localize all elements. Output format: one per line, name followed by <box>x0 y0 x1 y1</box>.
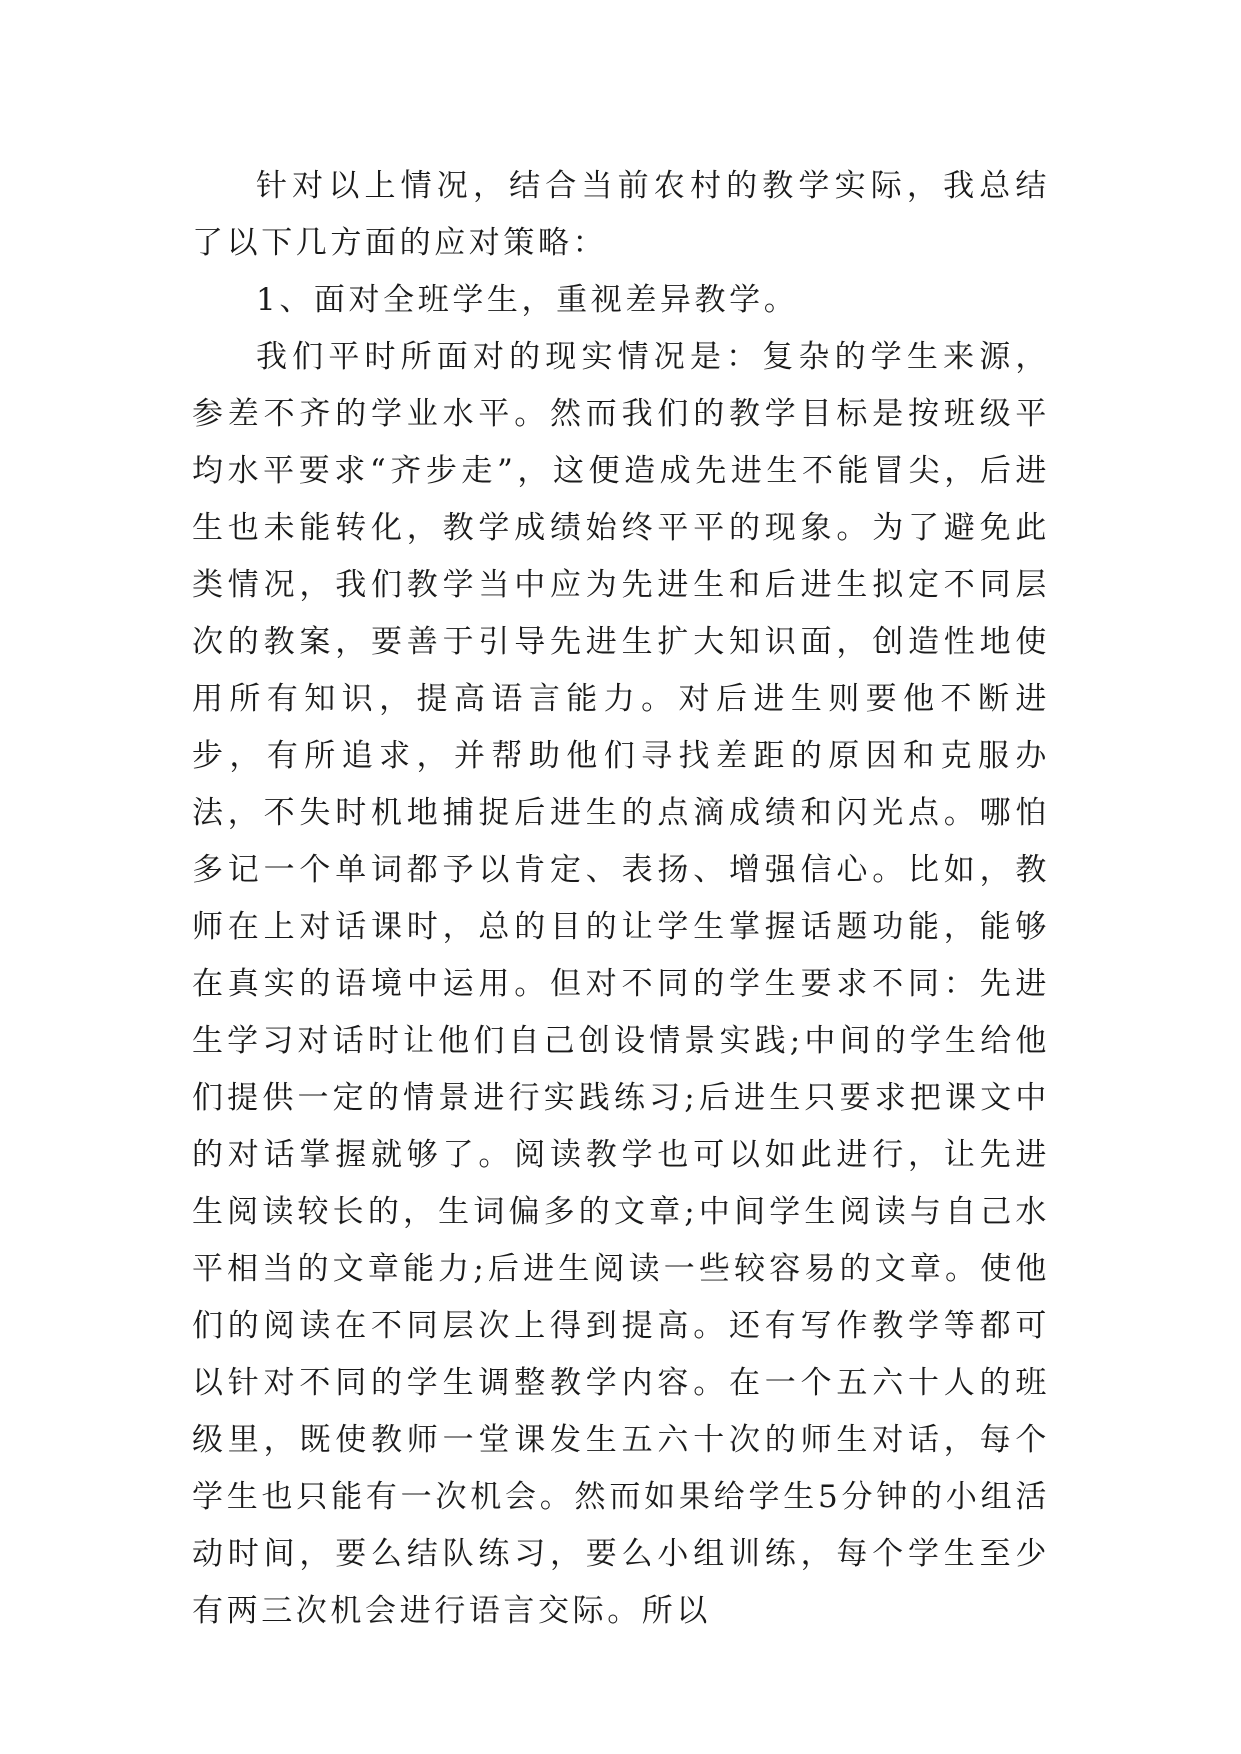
paragraph-body: 我们平时所面对的现实情况是：复杂的学生来源，参差不齐的学业水平。然而我们的教学目标是按班级平均水平要求“齐步走”，这便造成先进生不能冒尖，后进生也未能转化，教学成绩始终平平的现象。为了避免此类情况，我们教学当中应为先进生和后进生拟定不同层次的教案，要善于引导先进生扩大知识面，创造性地使用所有知识，提高语言能力。对后进生则要他不断进步，有所追求，并帮助他们寻找差距的原因和克服办法，不失时机地捕捉后进生的点滴成绩和闪光点。哪怕多记一个单词都予以肯定、表扬、增强信心。比如，教师在上对话课时，总的目的让学生掌握话题功能，能够在真实的语境中运用。但对不同的学生要求不同：先进生学习对话时让他们自己创设情景实践;中间的学生给他们提供一定的情景进行实践练习;后进生只要求把课文中的对话掌握就够了。阅读教学也可以如此进行，让先进生阅读较长的，生词偏多的文章;中间学生阅读与自己水平相当的文章能力;后进生阅读一些较容易的文章。使他们的阅读在不同层次上得到提高。还有写作教学等都可以针对不同的学生调整教学内容。在一个五六十人的班级里，既使教师一堂课发生五六十次的师生对话，每个学生也只能有一次机会。然而如果给学生5分钟的小组活动时间，要么结队练习，要么小组训练，每个学生至少有两三次机会进行语言交际。所以 <box>192 339 1050 1629</box>
paragraph-heading-1: 1、面对全班学生，重视差异教学。 <box>256 282 799 318</box>
document-body <box>192 158 1050 1640</box>
paragraph-intro: 针对以上情况，结合当前农村的教学实际，我总结了以下几方面的应对策略： <box>192 168 1050 261</box>
